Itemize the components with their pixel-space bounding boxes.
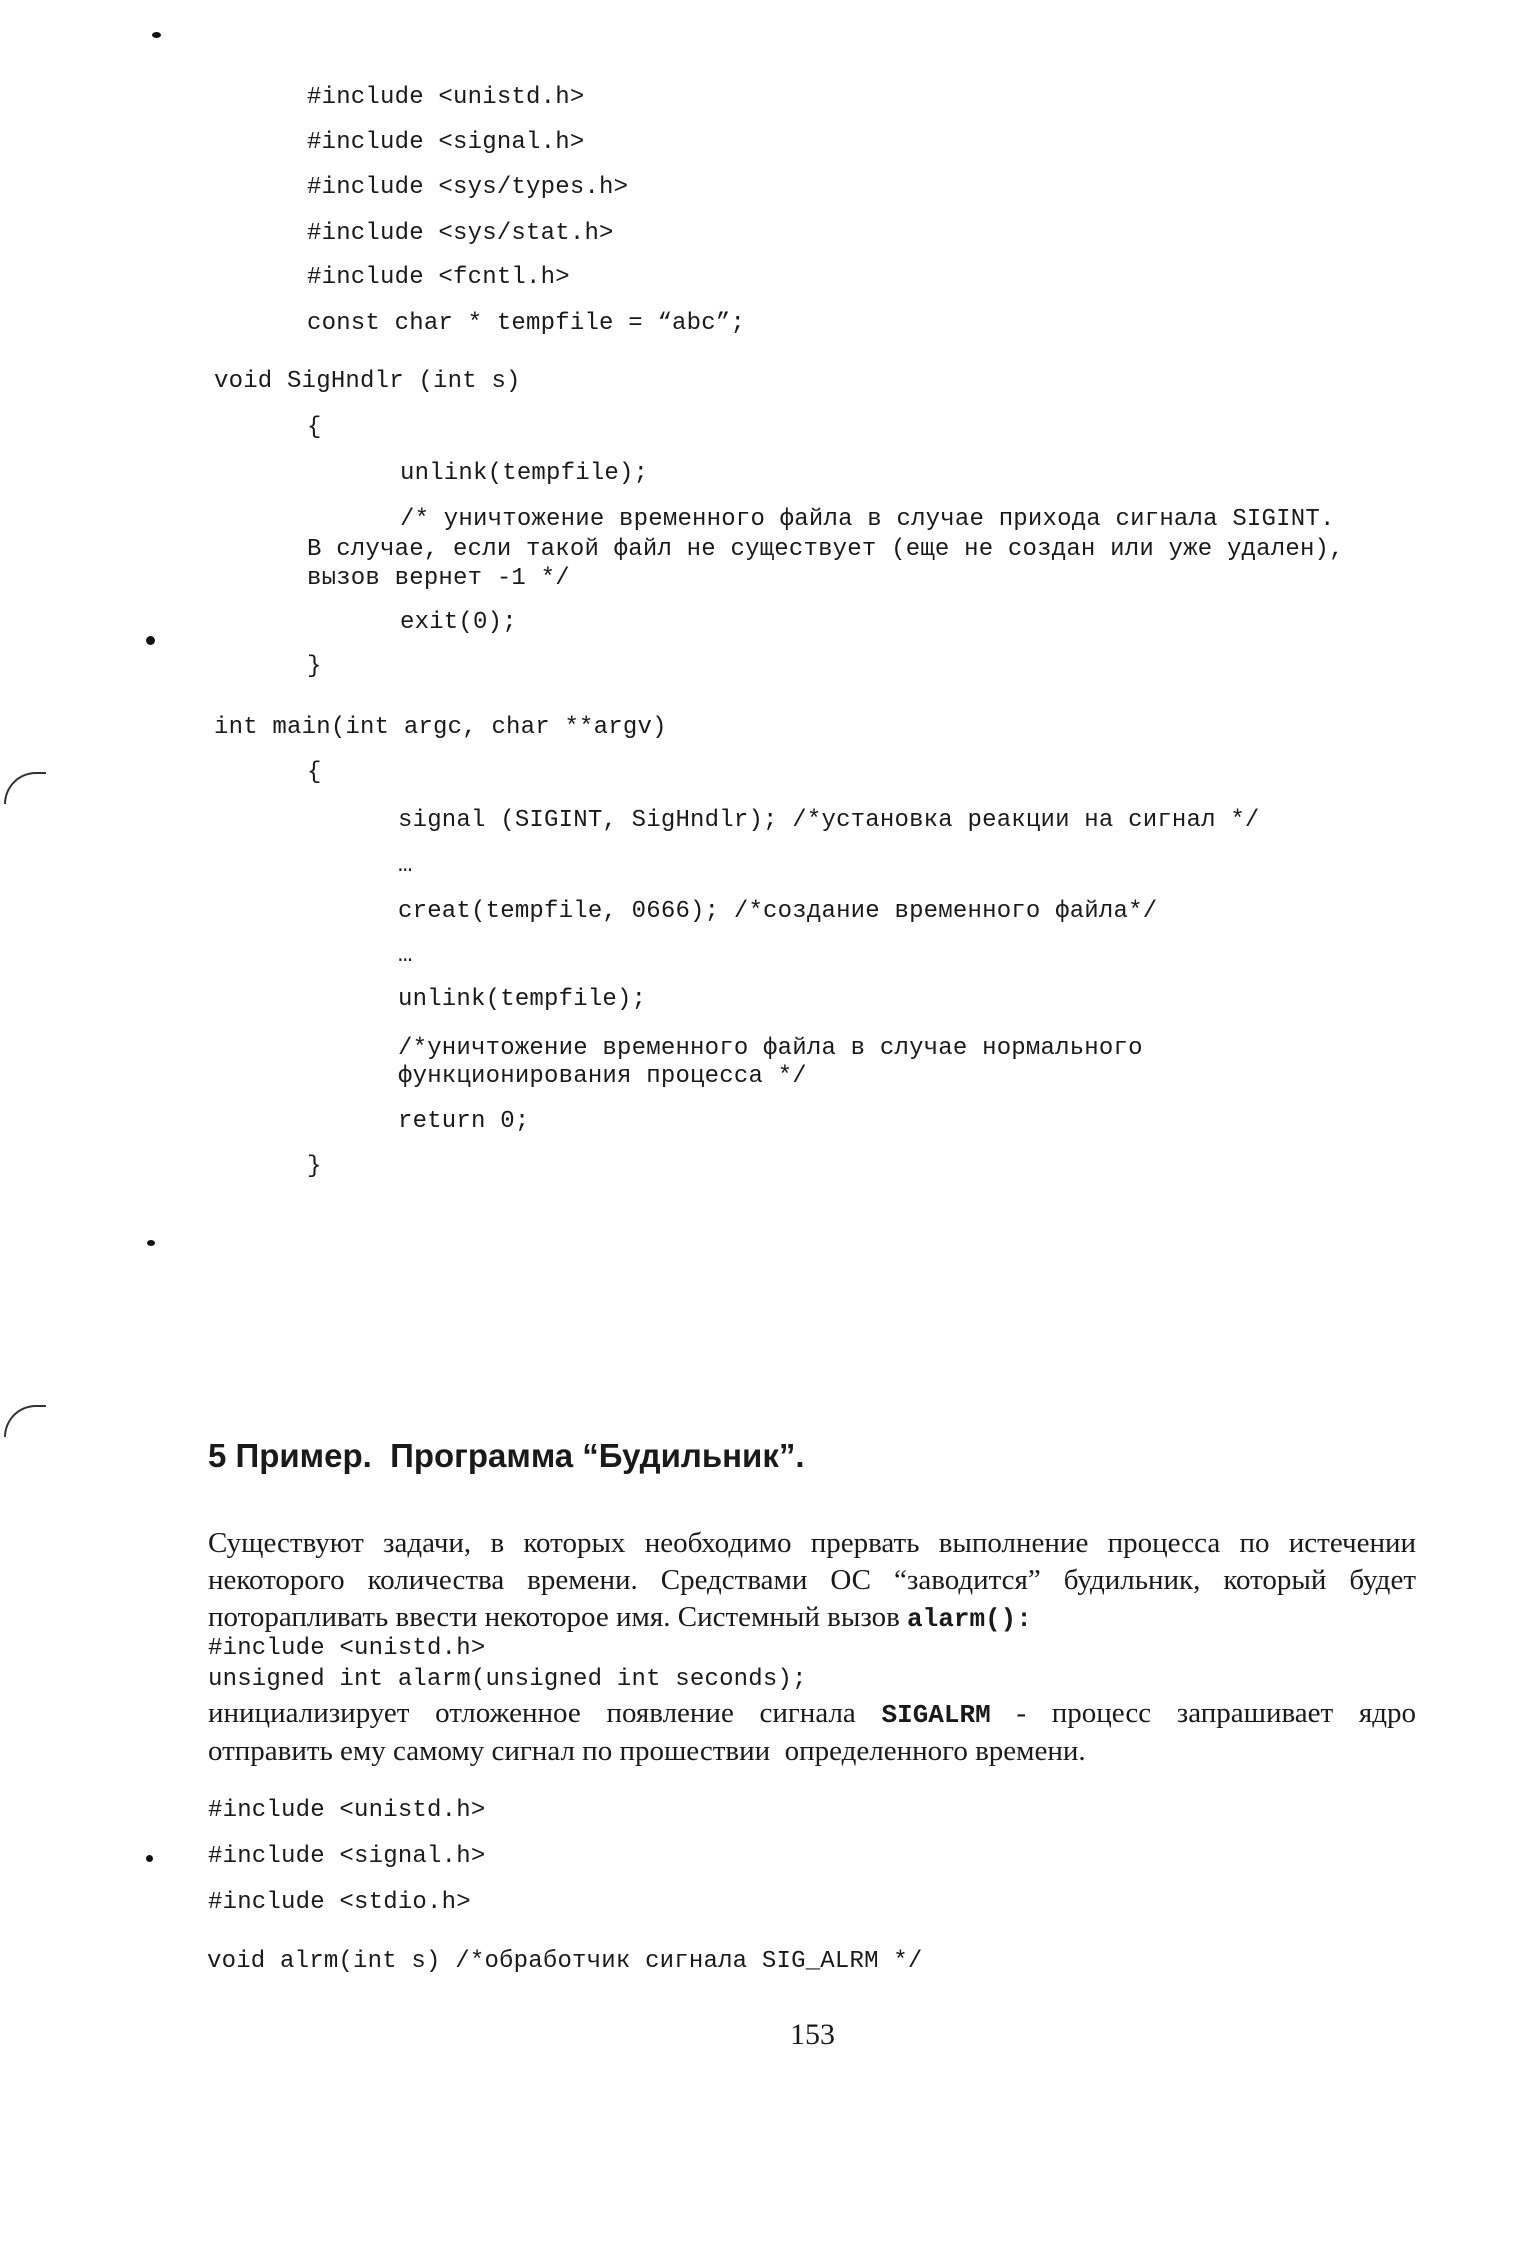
scan-speck (146, 1855, 153, 1862)
include-line: #include <fcntl.h> (307, 264, 570, 291)
paragraph-line: некоторого количества времени. Средствами ОС “заводится” будильник, который будет (208, 1564, 1416, 1596)
section-heading: 5 Пример. Программа “Будильник”. (208, 1437, 805, 1474)
paragraph-text: поторапливать ввести некоторое имя. Системный вызов (208, 1601, 908, 1633)
close-brace: } (307, 1153, 322, 1180)
page-number: 153 (790, 2018, 835, 2051)
scan-speck (152, 32, 161, 38)
code-comment: функционирования процесса */ (398, 1063, 807, 1090)
creat-call: creat(tempfile, 0666); /*создание временного файла*/ (398, 898, 1158, 925)
scan-speck (147, 1240, 155, 1246)
open-brace: { (307, 414, 322, 441)
binder-hole-edge (4, 772, 46, 804)
prototype-declaration: unsigned int alarm(unsigned int seconds); (208, 1666, 807, 1693)
sighndlr-signature: void SigHndlr (int s) (214, 368, 521, 395)
unlink-call: unlink(tempfile); (400, 460, 649, 487)
exit-call: exit(0); (400, 609, 517, 636)
paragraph-line (208, 1697, 1416, 1730)
code-comment: В случае, если такой файл не существует (еще не создан или уже удален), (307, 536, 1344, 563)
scan-speck (146, 636, 155, 645)
include-line: #include <signal.h> (307, 129, 585, 156)
open-brace: { (307, 759, 322, 786)
alrm-signature: void alrm(int s) /*обработчик сигнала SIG_ALRM */ (207, 1948, 923, 1975)
unlink-call: unlink(tempfile); (398, 986, 647, 1013)
paragraph-line (208, 1601, 1032, 1634)
include-line: #include <unistd.h> (208, 1797, 486, 1824)
code-comment: /* уничтожение временного файла в случае прихода сигнала SIGINT. (400, 506, 1335, 533)
include-line: #include <signal.h> (208, 1843, 486, 1870)
include-line: #include <unistd.h> (307, 84, 585, 111)
prototype-include: #include <unistd.h> (208, 1635, 486, 1662)
ellipsis: … (398, 852, 413, 879)
main-signature: int main(int argc, char **argv) (214, 714, 667, 741)
inline-code: alarm(): (907, 1604, 1032, 1634)
paragraph-line: отправить ему самому сигнал по прошествии определенного времени. (208, 1735, 1086, 1767)
code-comment: вызов вернет -1 */ (307, 565, 570, 592)
paragraph-text: - процесс запрашивает ядро (990, 1697, 1416, 1729)
return-statement: return 0; (398, 1108, 530, 1135)
paragraph-text: инициализирует отложенное появление сигнала (208, 1697, 882, 1729)
inline-code: SIGALRM (881, 1700, 991, 1730)
ellipsis: … (398, 942, 413, 969)
include-line: #include <sys/stat.h> (307, 220, 614, 247)
include-line: #include <stdio.h> (208, 1889, 471, 1916)
signal-call: signal (SIGINT, SigHndlr); /*установка реакции на сигнал */ (398, 807, 1260, 834)
close-brace: } (307, 653, 322, 680)
include-line: #include <sys/types.h> (307, 174, 629, 201)
binder-hole-edge (4, 1405, 46, 1437)
code-comment: /*уничтожение временного файла в случае нормального (398, 1035, 1143, 1062)
paragraph-line: Существуют задачи, в которых необходимо прервать выполнение процесса по истечении (208, 1527, 1416, 1559)
const-decl-line: const char * tempfile = “abc”; (307, 310, 746, 337)
